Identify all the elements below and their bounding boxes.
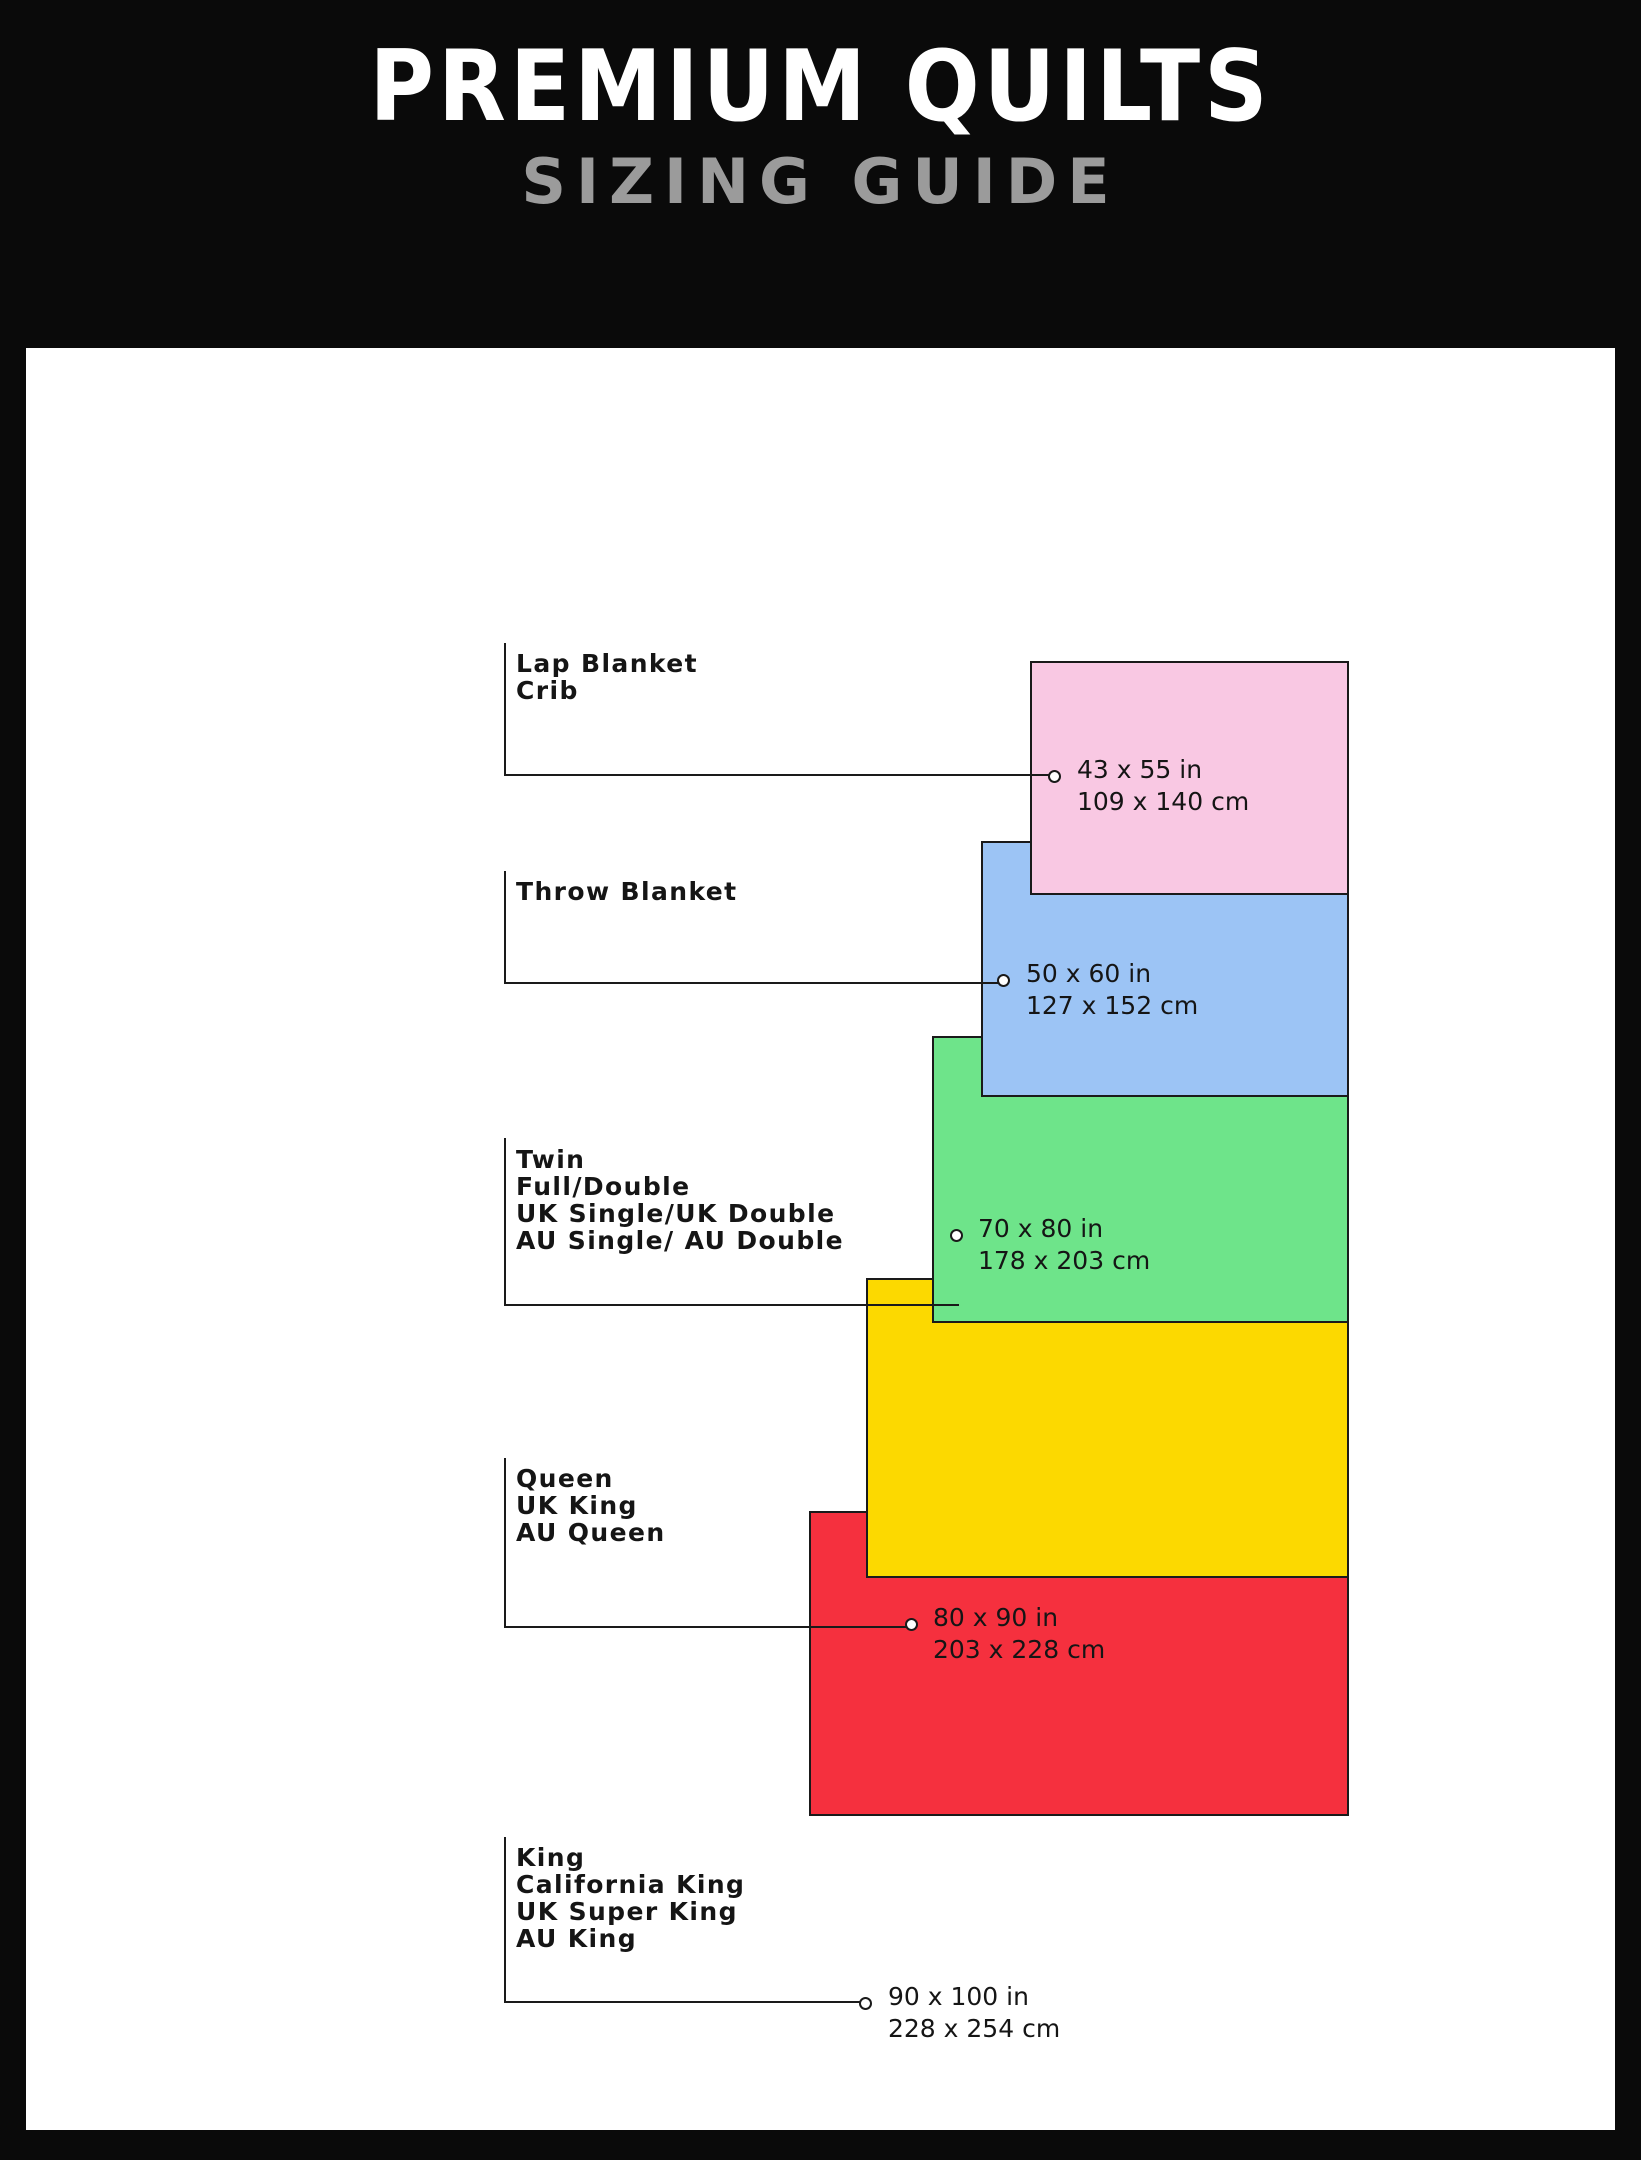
- callout-king-cm: 228 x 254 cm: [888, 2014, 1061, 2043]
- size-label-king-3: AU King: [516, 1924, 638, 1953]
- callout-dim-queen: [933, 1602, 1105, 1666]
- leader-lap: [504, 643, 1064, 778]
- callout-twin-cm: 178 x 203 cm: [978, 1246, 1151, 1275]
- callout-dot-lap: [1048, 770, 1061, 783]
- callout-queen-cm: 203 x 228 cm: [933, 1635, 1106, 1664]
- page-subtitle: SIZING GUIDE: [521, 144, 1120, 218]
- leader-king: [504, 1837, 874, 2005]
- size-label-twin-0: Twin: [516, 1145, 586, 1174]
- callout-lap-inches: 43 x 55 in: [1077, 755, 1203, 784]
- callout-throw-inches: 50 x 60 in: [1026, 959, 1152, 988]
- size-label-lap-1: Crib: [516, 676, 579, 705]
- size-label-twin-2: UK Single/UK Double: [516, 1199, 836, 1228]
- callout-twin-inches: 70 x 80 in: [978, 1214, 1104, 1243]
- callout-dim-king: [888, 1981, 1060, 2045]
- header: [0, 0, 1641, 330]
- callout-dot-king: [859, 1997, 872, 2010]
- callout-throw-cm: 127 x 152 cm: [1026, 991, 1199, 1020]
- callout-queen-inches: 80 x 90 in: [933, 1603, 1059, 1632]
- page-title: PREMIUM QUILTS: [369, 30, 1272, 144]
- callout-lap-cm: 109 x 140 cm: [1077, 787, 1250, 816]
- size-label-lap-0: Lap Blanket: [516, 649, 698, 678]
- size-label-king-2: UK Super King: [516, 1897, 738, 1926]
- size-label-throw-0: Throw Blanket: [516, 877, 738, 906]
- callout-dot-queen: [905, 1618, 918, 1631]
- callout-dot-twin: [950, 1229, 963, 1242]
- callout-dot-throw: [997, 974, 1010, 987]
- callout-dim-throw: [1026, 958, 1198, 1022]
- leader-twin: [504, 1138, 969, 1308]
- size-label-queen-1: UK King: [516, 1491, 638, 1520]
- leader-queen: [504, 1458, 924, 1630]
- size-label-queen-0: Queen: [516, 1464, 614, 1493]
- size-label-king-1: California King: [516, 1870, 746, 1899]
- size-label-twin-1: Full/Double: [516, 1172, 691, 1201]
- leader-throw: [504, 871, 1014, 986]
- size-label-queen-2: AU Queen: [516, 1518, 666, 1547]
- size-rect-queen: [866, 1278, 1349, 1578]
- callout-king-inches: 90 x 100 in: [888, 1982, 1029, 2011]
- chart-canvas: [26, 348, 1615, 2130]
- callout-dim-lap: [1077, 754, 1249, 818]
- size-label-king-0: King: [516, 1843, 586, 1872]
- size-label-twin-3: AU Single/ AU Double: [516, 1226, 844, 1255]
- callout-dim-twin: [978, 1213, 1150, 1277]
